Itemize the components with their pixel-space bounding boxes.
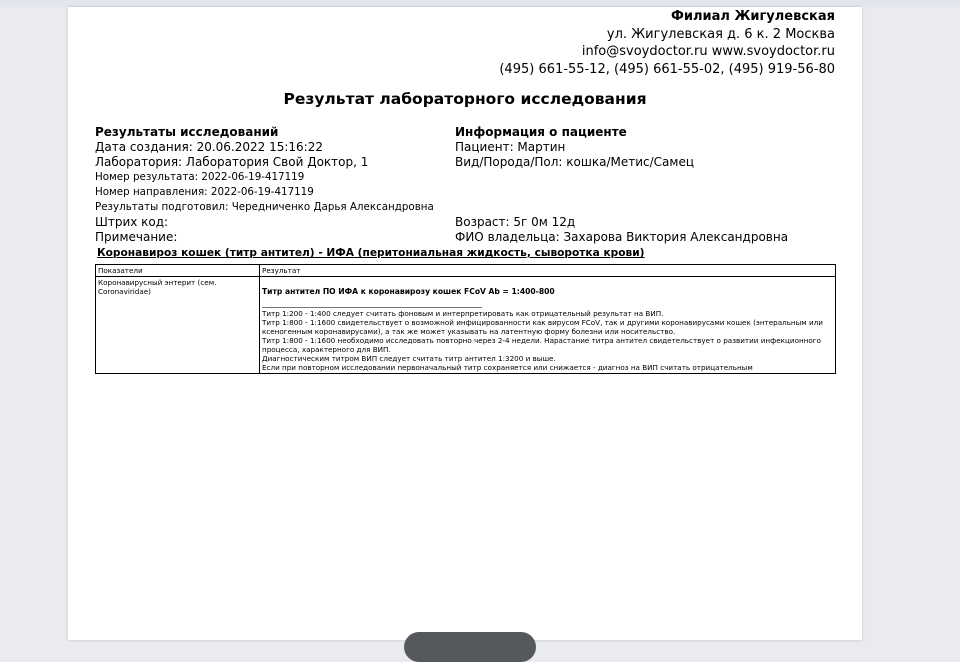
result-cell: [260, 277, 836, 374]
table-header-row: [96, 265, 836, 277]
page-navigation-pill[interactable]: [404, 632, 536, 662]
column-header-result: Результат: [260, 265, 836, 277]
results-table: [95, 264, 836, 374]
referral-number: Номер направления: 2022-06-19-417119: [95, 186, 314, 198]
viewer-top-bar: [0, 0, 960, 7]
patient-age: Возраст: 5г 0м 12д: [455, 215, 576, 229]
result-divider: [262, 307, 482, 308]
branch-header: [499, 8, 835, 78]
prepared-by: Результаты подготовил: Чередниченко Дарья Александровна: [95, 201, 434, 213]
results-info: [95, 125, 434, 245]
document-title: Результат лабораторного исследования: [283, 90, 647, 108]
note-line-1: Титр 1:200 - 1:400 следует считать фоновым и интерпретировать как отрицательный результат на ВИП.: [262, 309, 664, 318]
table-row: [96, 277, 836, 374]
created-date: Дата создания: 20.06.2022 15:16:22: [95, 140, 323, 154]
branch-contacts: info@svoydoctor.ru www.svoydoctor.ru: [581, 44, 835, 59]
branch-phones: (495) 661-55-12, (495) 661-55-02, (495) 919-56-80: [499, 61, 835, 77]
barcode-label: Штрих код:: [95, 215, 169, 229]
patient-species: Вид/Порода/Пол: кошка/Метис/Самец: [455, 155, 694, 169]
laboratory: Лаборатория: Лаборатория Свой Доктор, 1: [95, 155, 369, 169]
note-line-5: Если при повторном исследовании первоначальный титр сохраняется или снижается - диагноз на ВИП считать отрицательным: [262, 363, 753, 372]
note-line-3: Титр 1:800 - 1:1600 необходимо исследовать повторно через 2-4 недели. Нарастание титра антител свидетельствует о развитии инфекционного процесса, характерного для ВИП.: [262, 336, 821, 354]
patient-name: Пациент: Мартин: [455, 140, 566, 154]
indicator-cell: Коронавирусный энтерит (сем. Coronaviridae): [96, 277, 260, 374]
note-label: Примечание:: [95, 230, 178, 244]
document-page: [68, 7, 862, 640]
results-heading: Результаты исследований: [95, 125, 279, 139]
column-header-indicators: Показатели: [96, 265, 260, 277]
test-title: Коронавироз кошек (титр антител) - ИФА (перитониальная жидкость, сыворотка крови): [97, 247, 645, 259]
patient-heading: Информация о пациенте: [455, 125, 627, 139]
note-line-2: Титр 1:800 - 1:1600 свидетельствует о возможной инфицированности как вирусом FCoV, так и другими коронавирусами кошек (энтеральным или ксеногенным коронавирусами), а так же может указывать на латентную форму болезни или носительство.: [262, 318, 823, 336]
titer-value: Титр антител ПО ИФА к коронавирозу кошек FCoV Ab = 1:400-800: [262, 287, 555, 296]
branch-name: Филиал Жигулевская: [671, 9, 835, 24]
owner-name: ФИО владельца: Захарова Виктория Александровна: [455, 230, 789, 244]
branch-address: ул. Жигулевская д. 6 к. 2 Москва: [606, 26, 835, 42]
patient-info: [455, 125, 788, 245]
result-number: Номер результата: 2022-06-19-417119: [95, 171, 305, 183]
note-line-4: Диагностическим титром ВИП следует считать титр антител 1:3200 и выше.: [262, 354, 556, 363]
